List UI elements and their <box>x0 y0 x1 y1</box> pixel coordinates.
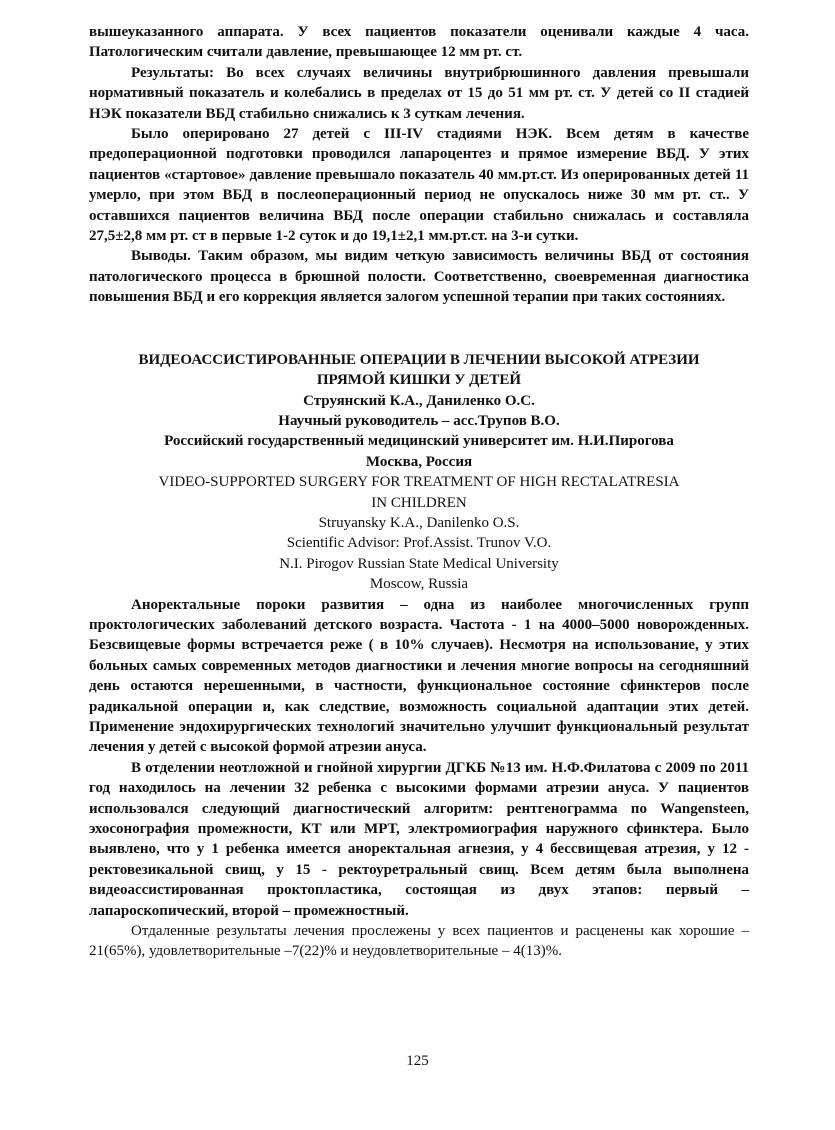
paragraph-department: В отделении неотложной и гнойной хирургии ДГКБ №13 им. Н.Ф.Филатова с 2009 по 2011 год находилось на лечении 32 ребенка с высокими формами атрезии ануса. У пациентов использовался следующий диагностический алгоритм: рентгенограмма по Wangensteen, эхосонография промежности, КТ или МРТ, электромиография наружного сфинктера. Было выявлено, что у 1 ребенка имеется аноректальная агнезия, у 4 бессвищевая атрезия, у 12 - ректовезикальной свищ, у 15 - ректоуретральный свищ. Всем детям была выполнена видеоассистированная проктопластика, состоящая из двух этапов: первый – лапароскопический, второй – промежностный. <box>89 759 749 919</box>
authors-en: Struyansky K.A., Danilenko O.S. <box>318 514 520 531</box>
university-en: N.I. Pirogov Russian State Medical University <box>279 555 559 572</box>
paragraph-outcomes: Отдаленные результаты лечения прослежены у всех пациентов и расценены как хорошие – 21(65%), удовлетворительные –7(22)% и неудовлетворительные – 4(13)%. <box>89 923 749 960</box>
paragraph-conclusions: Выводы. Таким образом, мы видим четкую зависимость величины ВБД от состояния патологического процесса в брюшной полости. Соответственно, своевременная диагностика повышения ВБД и его коррекция является залогом успешной терапии при таких состояниях. <box>89 248 749 306</box>
section-gap <box>89 308 749 350</box>
article-title-ru-line1: ВИДЕОАССИСТИРОВАННЫЕ ОПЕРАЦИИ В ЛЕЧЕНИИ ВЫСОКОЙ АТРЕЗИИ <box>138 351 700 368</box>
paragraph-operated: Было оперировано 27 детей с III-IV стадиями НЭК. Всем детям в качестве предоперационной подготовки проводился лапароцентез и прямое измерение ВБД. У этих пациентов «стартовое» давление превышало показатель 40 мм.рт.ст. Из оперированных детей 11 умерло, при этом ВБД в послеоперационный период не опускалось ниже 30 мм рт. ст.. У оставшихся пациентов величина ВБД после операции стабильно снижалась и составляла 27,5±2,8 мм рт. ст в первые 1-2 суток и до 19,1±2,1 мм.рт.ст. на 3-и сутки. <box>89 126 749 245</box>
university-ru: Российский государственный медицинский университет им. Н.И.Пирогова <box>164 433 674 450</box>
article-title-en-line1: VIDEO-SUPPORTED SURGERY FOR TREATMENT OF HIGH RECTALATRESIA <box>158 474 680 491</box>
authors-ru: Струянский К.А., Даниленко О.С. <box>303 392 535 409</box>
city-ru: Москва, Россия <box>365 453 473 470</box>
advisor-en: Scientific Advisor: Prof.Assist. Trunov V.O. <box>286 535 552 552</box>
page-content <box>89 22 749 962</box>
article-title-ru-line2: ПРЯМОЙ КИШКИ У ДЕТЕЙ <box>316 372 522 389</box>
paragraph-intro: вышеуказанного аппарата. У всех пациентов показатели оценивали каждые 4 часа. Патологическим считали давление, превышающее 12 мм рт. ст. <box>89 24 749 61</box>
paragraph-anorectal: Аноректальные пороки развития – одна из наиболее многочисленных групп проктологических заболеваний детского возраста. Частота - 1 на 4000–5000 новорожденных. Безсвищевые формы встречается реже ( в 10% случаев). Несмотря на использование, у этих больных самых современных методов диагностики и лечения многие вопросы на сегодняшний день остаются нерешенными, в частности, функциональное состояние сфинктеров после радикальной операции и, как следствие, возможность социальной адаптации этих детей. Применение эндохирургических технологий значительно улучшит функциональный результат лечения у детей с высокой формой атрезии ануса. <box>89 596 749 756</box>
paragraph-results: Результаты: Во всех случаях величины внутрибрюшинного давления превышали нормативный показатель и колебались в пределах от 15 до 51 мм рт. ст. У детей со II стадией НЭК показатели ВБД стабильно снижались к 3 суткам лечения. <box>89 64 749 122</box>
city-en: Moscow, Russia <box>369 576 469 593</box>
page-number: 125 <box>406 1053 429 1069</box>
article-header-ru <box>89 350 749 472</box>
article-header-en <box>89 472 749 594</box>
article-title-en-line2: IN CHILDREN <box>371 494 467 511</box>
advisor-ru: Научный руководитель – асс.Трупов В.О. <box>278 412 560 429</box>
